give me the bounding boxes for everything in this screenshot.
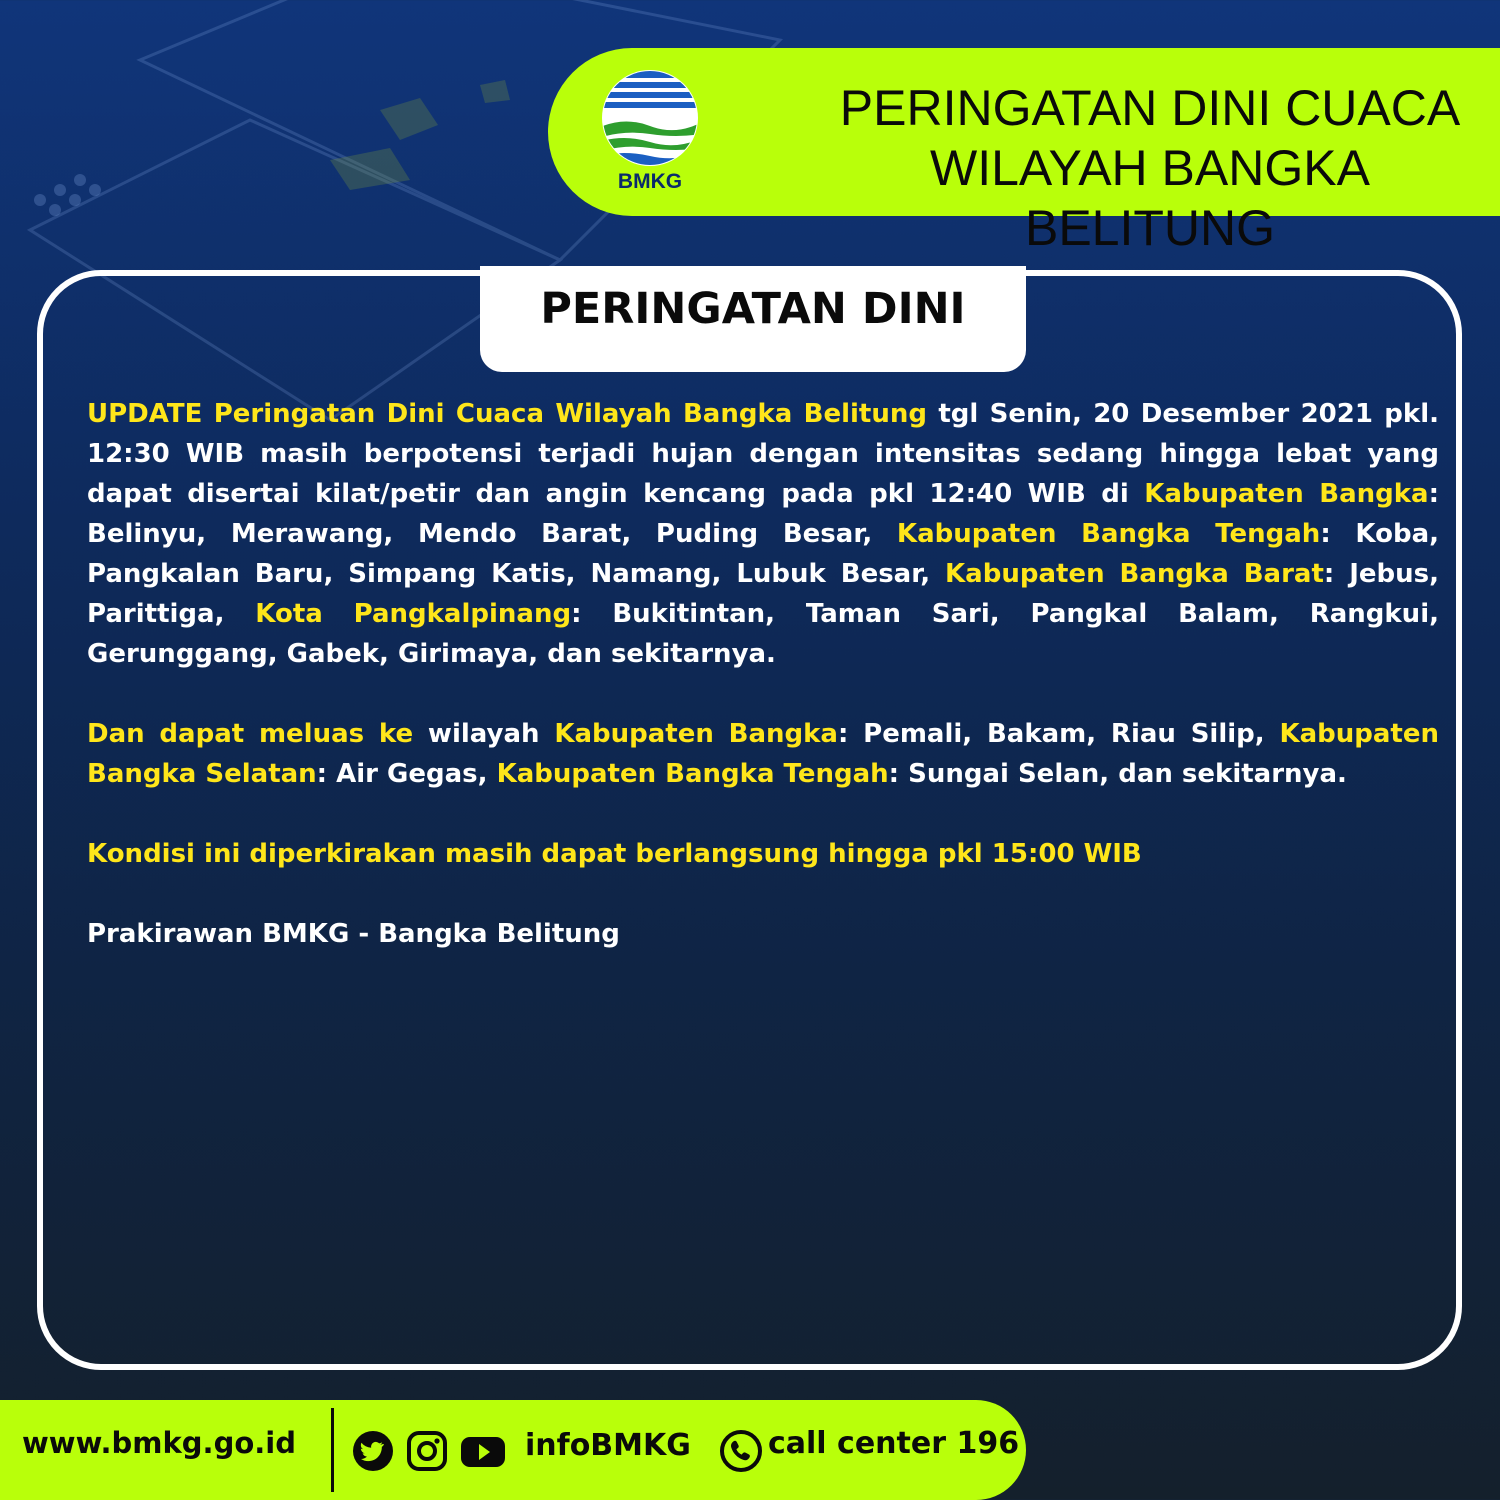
social-handle[interactable]: infoBMKG [525,1428,691,1463]
highlighted-text: Kabupaten Bangka Tengah [896,519,1321,549]
footer-bar [0,1400,1026,1500]
highlighted-text: Kabupaten Bangka Tengah [496,759,889,789]
forecaster-signature: Prakirawan BMKG - Bangka Belitung [87,919,620,949]
header-banner [548,48,1500,256]
footer-divider [331,1408,334,1492]
header-title-line-2: WILAYAH BANGKA BELITUNG [930,140,1370,256]
bmkg-logo-label: BMKG [617,170,683,193]
header-title-line-1: PERINGATAN DINI CUACA [839,80,1461,136]
body-text: : Air Gegas, [316,759,497,789]
body-text: : Bukitintan, Taman Sari, Pangkal Balam, Rangkui, Gerunggang, Gabek, Girimaya, dan sekitarnya. [87,599,1439,669]
highlighted-text: Kabupaten Bangka Selatan [87,719,1439,789]
warning-body [87,394,1439,994]
warning-paragraph-main [87,394,1439,674]
phone-icon [720,1430,762,1472]
header-title [810,78,1490,258]
highlighted-text: UPDATE Peringatan Dini Cuaca Wilayah Bangka Belitung [87,399,927,429]
twitter-icon[interactable] [352,1430,394,1472]
body-text: : Jebus, Parittiga, [87,559,1440,629]
instagram-icon[interactable] [406,1430,448,1472]
call-center[interactable]: call center 196 [768,1426,1020,1461]
highlighted-text: Kabupaten Bangka [1144,479,1429,509]
bmkg-logo [598,68,702,198]
warning-paragraph-duration: Kondisi ini diperkirakan masih dapat berlangsung hingga pkl 15:00 WIB [87,839,1142,869]
body-text: : Koba, Pangkalan Baru, Simpang Katis, Namang, Lubuk Besar, [87,519,1440,589]
card-title-tab [480,266,1026,372]
highlighted-text: Kota Pangkalpinang [255,599,572,629]
card-title: PERINGATAN DINI [540,284,966,334]
warning-paragraph-spread [87,714,1439,794]
body-text: tgl Senin, 20 Desember 2021 pkl. 12:30 WIB masih berpotensi terjadi hujan dengan intensitas sedang hingga lebat yang dapat disertai kilat/petir dan angin kencang pada pkl 12:40 WIB di [87,399,1439,509]
body-text: : Belinyu, Merawang, Mendo Barat, Puding Besar, [87,479,1439,549]
website-link[interactable]: www.bmkg.go.id [22,1426,296,1460]
body-text: : Sungai Selan, dan sekitarnya. [888,759,1347,789]
highlighted-text: Kabupaten Bangka Barat [945,559,1324,589]
highlighted-text: Dan dapat meluas ke [87,719,414,749]
body-text: wilayah [413,719,555,749]
bmkg-logo-icon [598,68,702,170]
youtube-icon[interactable] [460,1430,506,1472]
highlighted-text: Kabupaten Bangka [554,719,838,749]
body-text: : Pemali, Bakam, Riau Silip, [837,719,1280,749]
